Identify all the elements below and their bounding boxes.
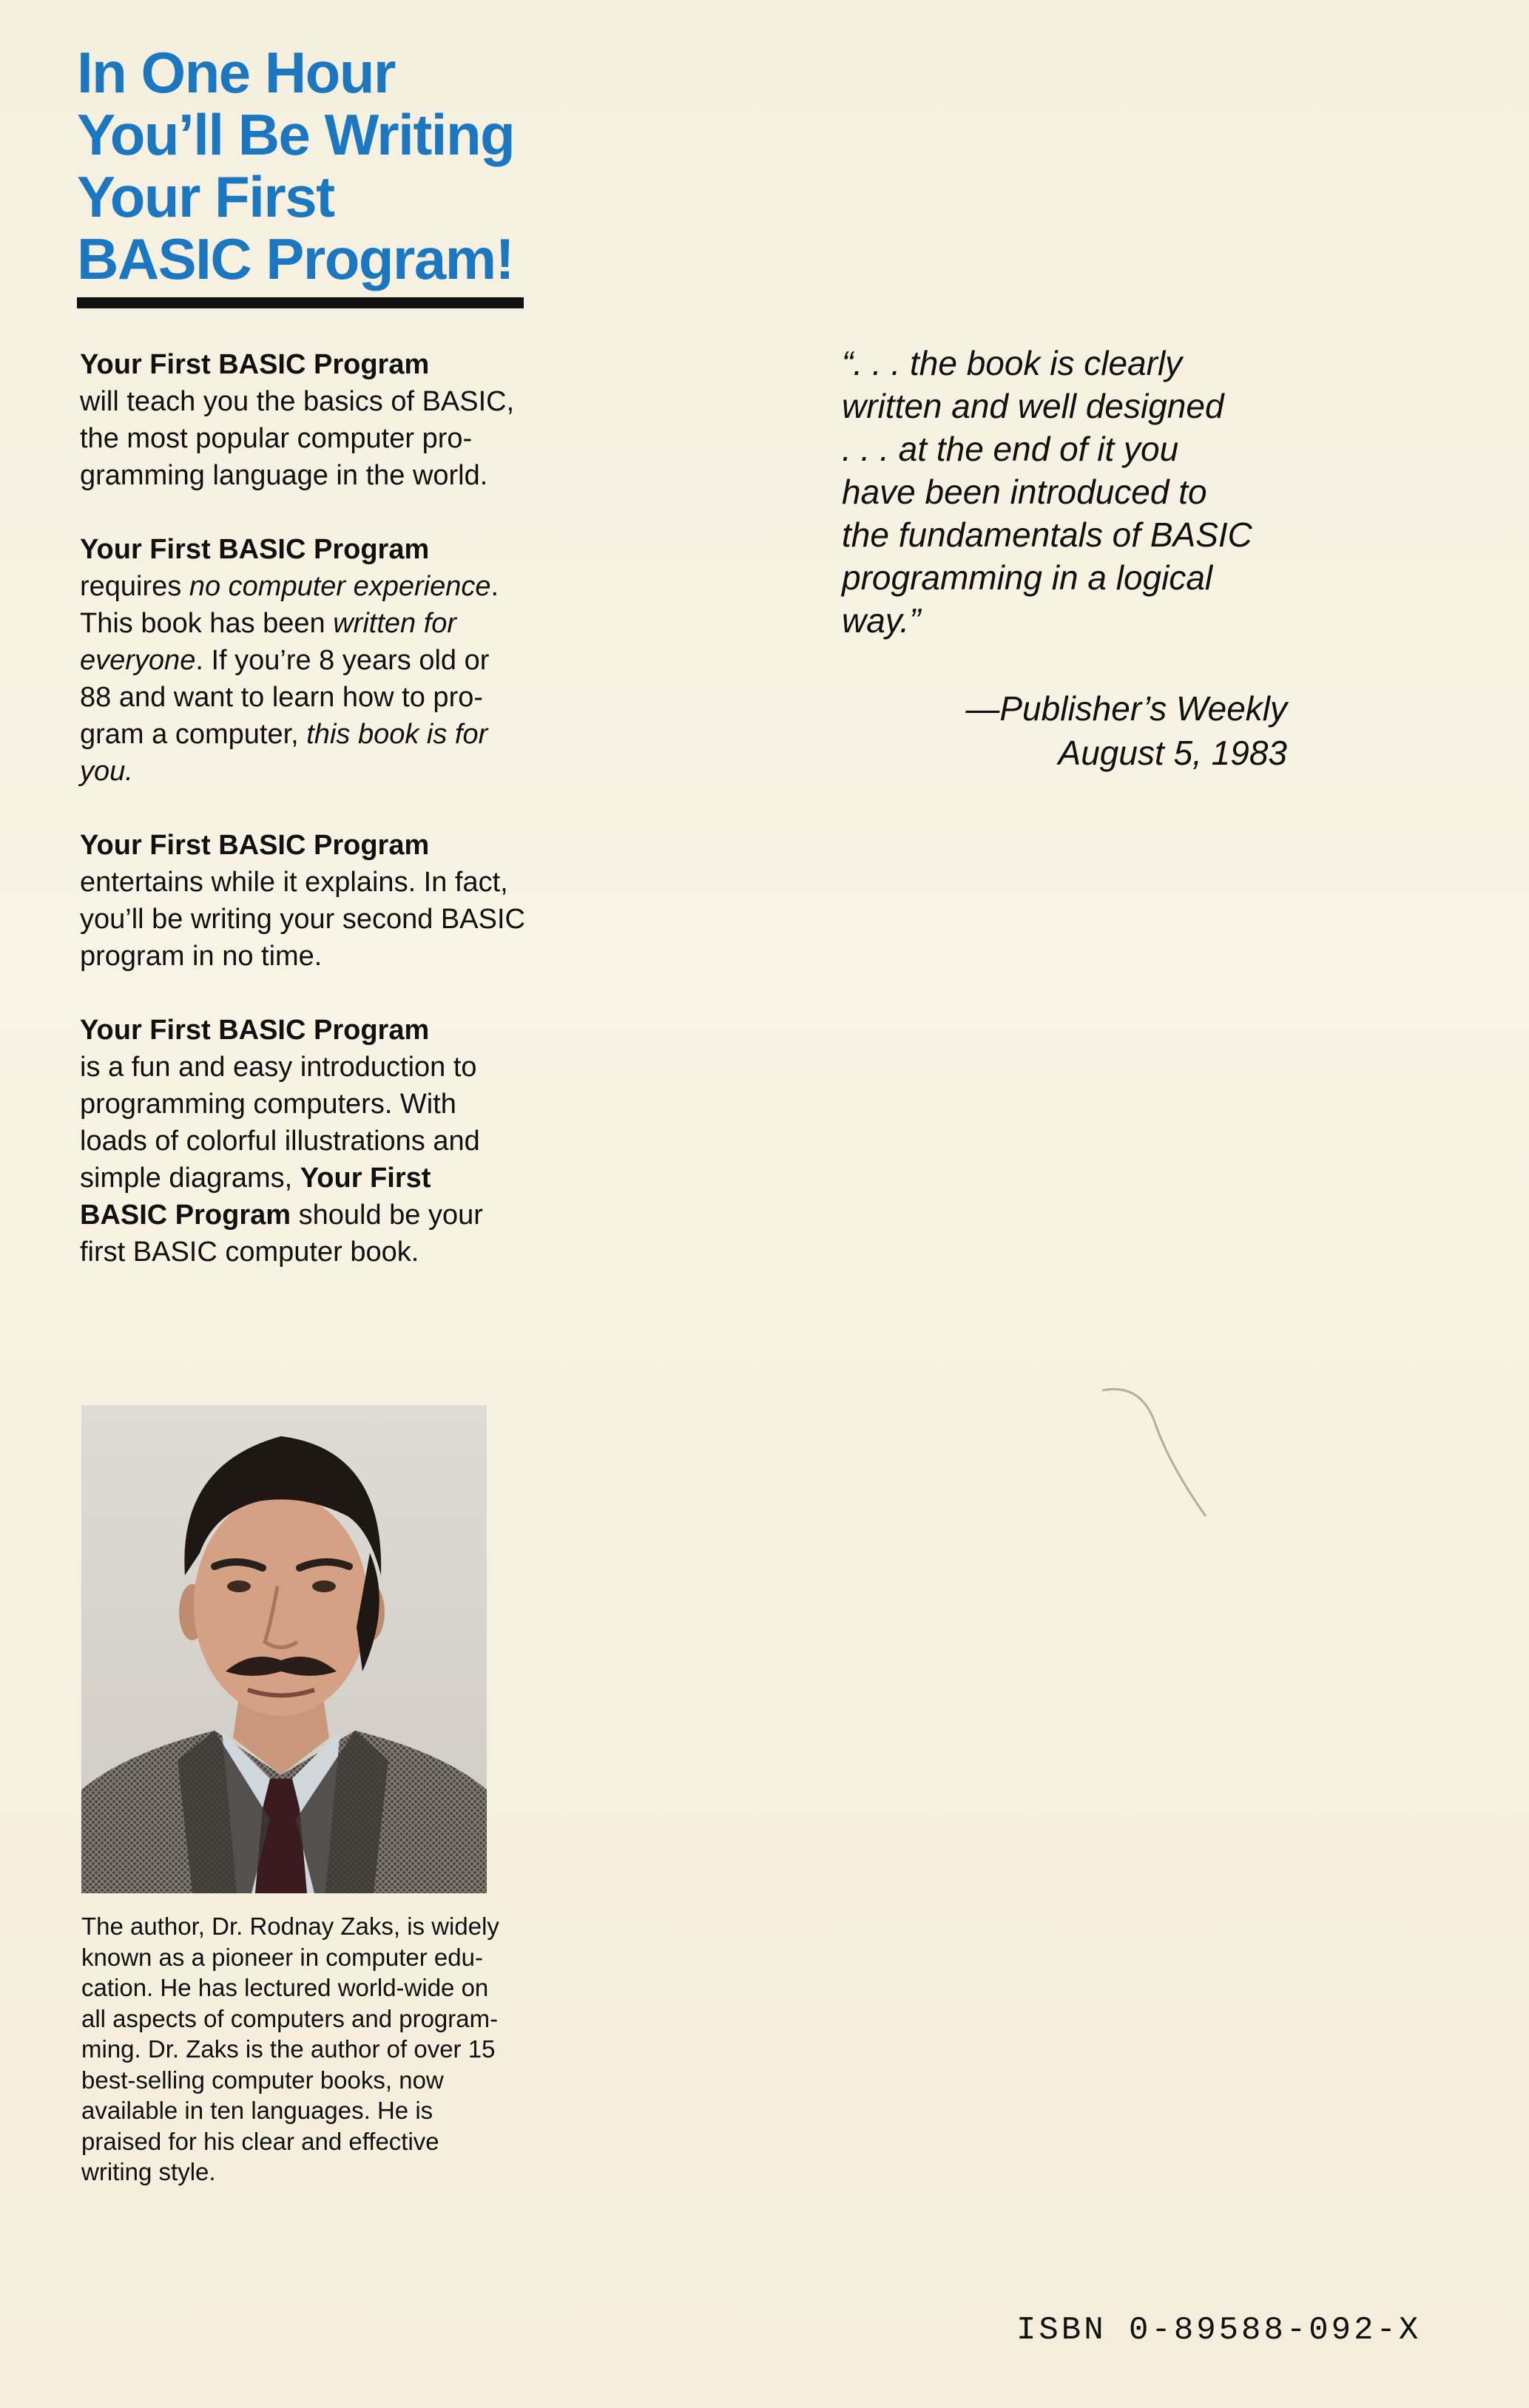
blurb-emphasis: this book is for: [306, 719, 488, 750]
blurb-line: [80, 568, 553, 605]
blurb-line: entertains while it explains. In fact,: [80, 867, 508, 898]
blurb: [80, 346, 553, 494]
blurb-bold: BASIC Program: [80, 1200, 291, 1231]
blurb-line: you.: [80, 756, 133, 787]
blurb-line: program in no time.: [80, 941, 323, 972]
blurb-line: loads of colorful illustrations and: [80, 1126, 480, 1157]
blurb-text: .: [490, 571, 499, 602]
blurb-text: should be your: [291, 1200, 483, 1231]
blurb-line: first BASIC computer book.: [80, 1237, 419, 1268]
caption-line: writing style.: [81, 2158, 216, 2185]
caption-line: praised for his clear and effective: [81, 2127, 439, 2155]
isbn-number: ISBN 0-89588-092-X: [1016, 2312, 1422, 2349]
blurb-line: [80, 716, 553, 753]
author-photo: [81, 1405, 487, 1893]
blurb: [80, 531, 553, 790]
blurb-line: [80, 1197, 553, 1234]
blurb-title: Your First BASIC Program: [80, 534, 430, 565]
blurb-emphasis: written for: [333, 608, 457, 639]
blurb-title: Your First BASIC Program: [80, 1015, 430, 1046]
headline: [77, 41, 550, 290]
blurb-text: . If you’re 8 years old or: [195, 645, 490, 676]
headline-line: BASIC Program!: [77, 226, 514, 291]
blurb: [80, 1012, 553, 1271]
blurb-title: Your First BASIC Program: [80, 349, 430, 380]
blurb-line: [80, 605, 553, 642]
caption-line: best-selling computer books, now: [81, 2066, 444, 2094]
quote-line: “. . . the book is clearly: [842, 344, 1183, 382]
caption-line: The author, Dr. Rodnay Zaks, is widely: [81, 1912, 499, 1940]
quote-line: the fundamentals of BASIC: [842, 515, 1252, 554]
paper-scratch-mark: [1095, 1376, 1228, 1523]
quote-line: have been introduced to: [842, 473, 1207, 511]
blurb-line: will teach you the basics of BASIC,: [80, 386, 515, 417]
blurb-emphasis: no computer experience: [189, 571, 491, 602]
blurb-line: [80, 1160, 553, 1197]
quote-source: —Publisher’s Weekly: [965, 689, 1287, 728]
blurb-line: you’ll be writing your second BASIC: [80, 904, 525, 935]
quote-date: August 5, 1983: [1058, 734, 1287, 772]
blurb-text: This book has been: [80, 608, 334, 639]
blurb-title: Your First BASIC Program: [80, 830, 430, 861]
blurb-line: is a fun and easy introduction to: [80, 1052, 477, 1083]
headline-line: In One Hour: [77, 40, 395, 105]
headline-divider: [77, 297, 524, 308]
caption-line: available in ten languages. He is: [81, 2097, 433, 2124]
blurb-text: requires: [80, 571, 189, 602]
caption-line: ming. Dr. Zaks is the author of over 15: [81, 2035, 496, 2063]
quote-line: programming in a logical: [842, 558, 1213, 597]
headline-line: Your First: [77, 164, 334, 229]
quote-line: way.”: [842, 601, 921, 640]
review-quote: [842, 342, 1300, 642]
caption-line: known as a pioneer in computer edu-: [81, 1943, 483, 1971]
author-caption: [81, 1911, 555, 2188]
caption-line: all aspects of computers and program-: [81, 2004, 499, 2032]
blurb-column: [80, 346, 553, 1308]
blurb-line: gramming language in the world.: [80, 460, 488, 491]
quote-attribution: [814, 686, 1287, 775]
blurb-line: programming computers. With: [80, 1089, 456, 1120]
blurb-bold: Your First: [300, 1163, 431, 1194]
caption-line: cation. He has lectured world-wide on: [81, 1974, 489, 2001]
blurb-line: [80, 642, 553, 679]
headline-line: You’ll Be Writing: [77, 102, 515, 167]
blurb-line: 88 and want to learn how to pro-: [80, 682, 484, 713]
author-portrait-illustration: [81, 1405, 487, 1893]
blurb-text: simple diagrams,: [80, 1163, 300, 1194]
blurb-text: gram a computer,: [80, 719, 307, 750]
quote-line: . . . at the end of it you: [842, 430, 1179, 468]
blurb-emphasis: everyone: [80, 645, 196, 676]
blurb: [80, 827, 553, 975]
quote-line: written and well designed: [842, 387, 1224, 425]
blurb-line: the most popular computer pro-: [80, 423, 473, 454]
